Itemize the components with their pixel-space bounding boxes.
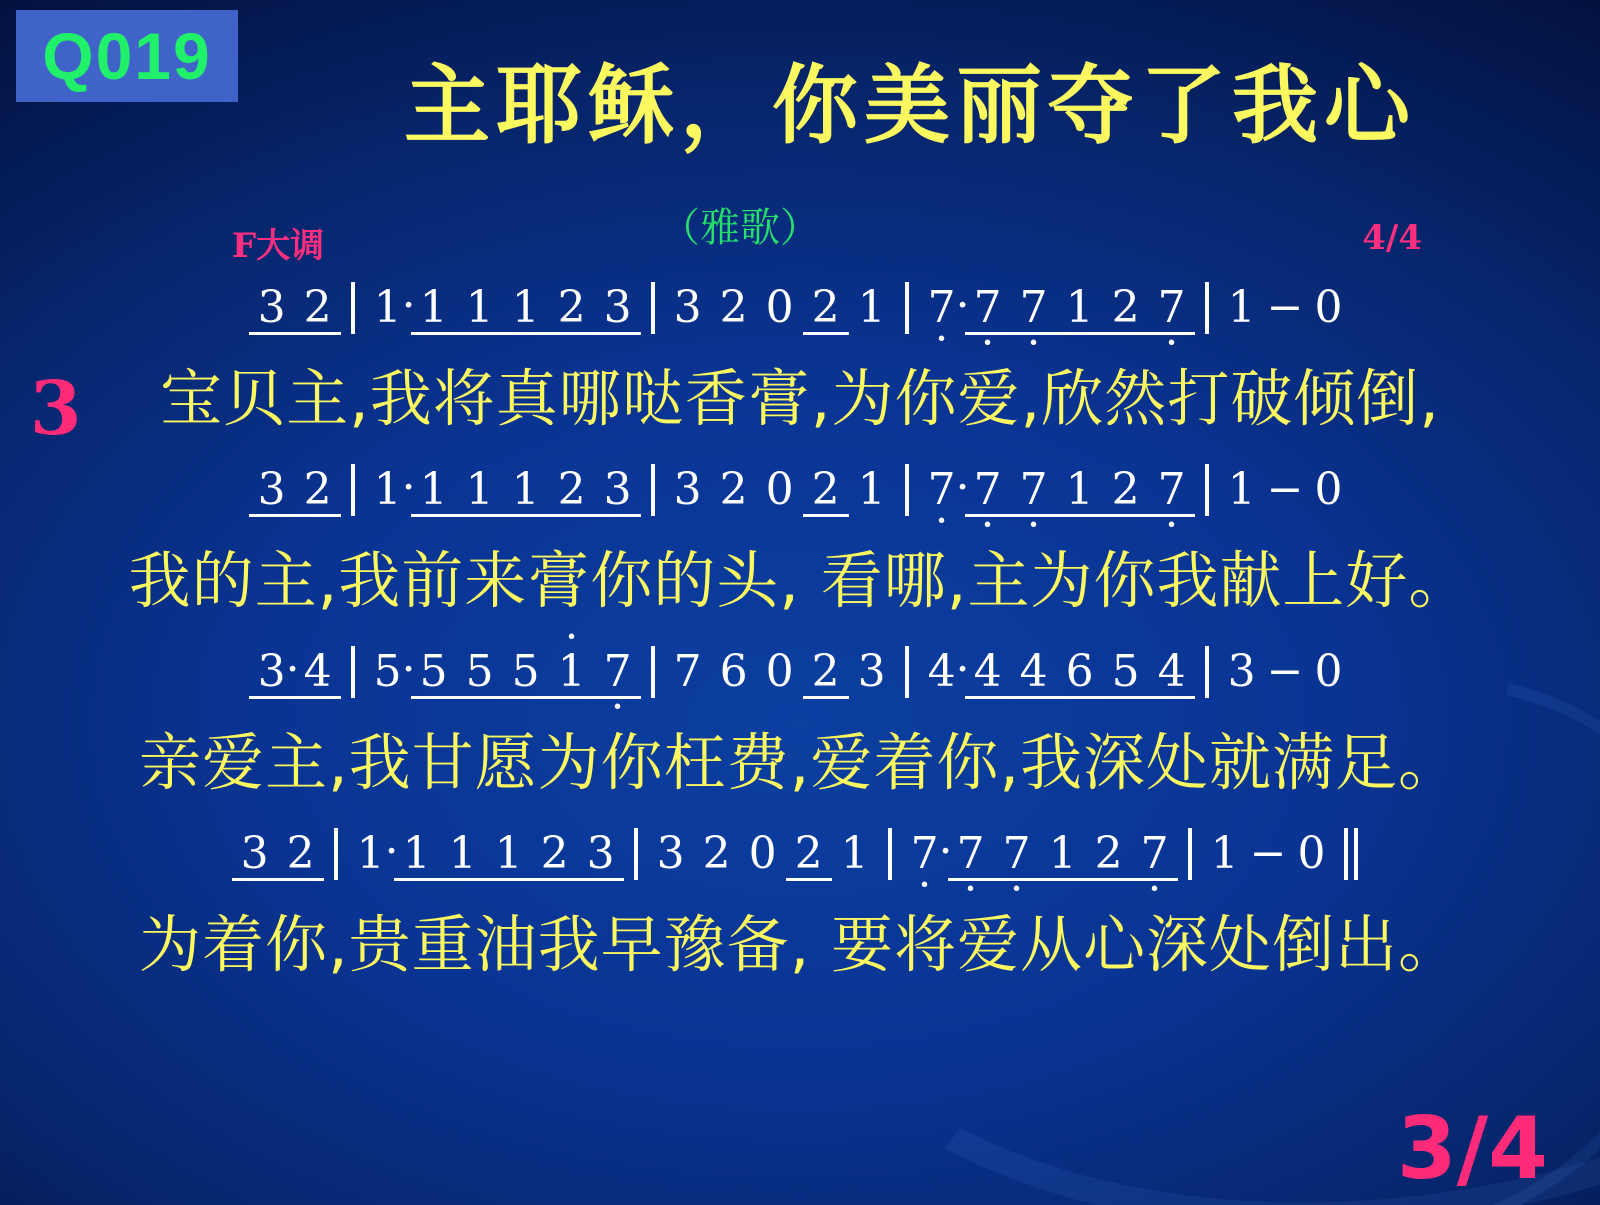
time-signature-label: 4/4 (1362, 218, 1422, 258)
stanza-3 (0, 646, 1600, 802)
stanza-list (0, 282, 1600, 1010)
notation-line-4: 3 2 1 · 1 1 1 2 3 3 2 0 2 1 · 7 · · 7 · 7 1 2 · 7 1 − 0 (0, 828, 1600, 881)
verse-number: 3 (30, 366, 82, 452)
key-signature-label: F大调 (232, 226, 325, 266)
lyrics-line-4: 为着你,贵重油我早豫备, 要将爱从心深处倒出。 (138, 908, 1462, 981)
stanza-2 (0, 464, 1600, 620)
page-title: 主耶稣，你美丽夺了我心 (404, 56, 1416, 156)
lyrics-line-3: 亲爱主,我甘愿为你枉费,爱着你,我深处就满足。 (138, 726, 1462, 799)
song-code-badge (16, 10, 238, 102)
stanza-4 (0, 828, 1600, 984)
notation-line-2: 3 2 1 · 1 1 1 2 3 3 2 0 2 1 · 7 · · 7 · 7 1 2 · 7 1 − 0 (0, 464, 1600, 517)
scripture-source-label: （雅歌） (660, 205, 820, 251)
lyrics-line-2: 我的主,我前来膏你的头, 看哪,主为你我献上好。 (128, 544, 1472, 617)
stanza-1 (0, 282, 1600, 438)
page-number: 3/4 (1396, 1099, 1548, 1199)
notation-line-3: 3 · 4 5 · 5 5 5 · 1 · 7 7 6 0 2 3 4 · 4 4 6 5 4 3 − 0 (0, 646, 1600, 699)
notation-line-1: 3 2 1 · 1 1 1 2 3 3 2 0 2 1 · 7 · · 7 · 7 1 2 · 7 1 − 0 (0, 282, 1600, 335)
lyrics-line-1: 宝贝主,我将真哪哒香膏,为你爱,欣然打破倾倒, (160, 362, 1440, 435)
song-code-text: Q019 (42, 19, 212, 93)
